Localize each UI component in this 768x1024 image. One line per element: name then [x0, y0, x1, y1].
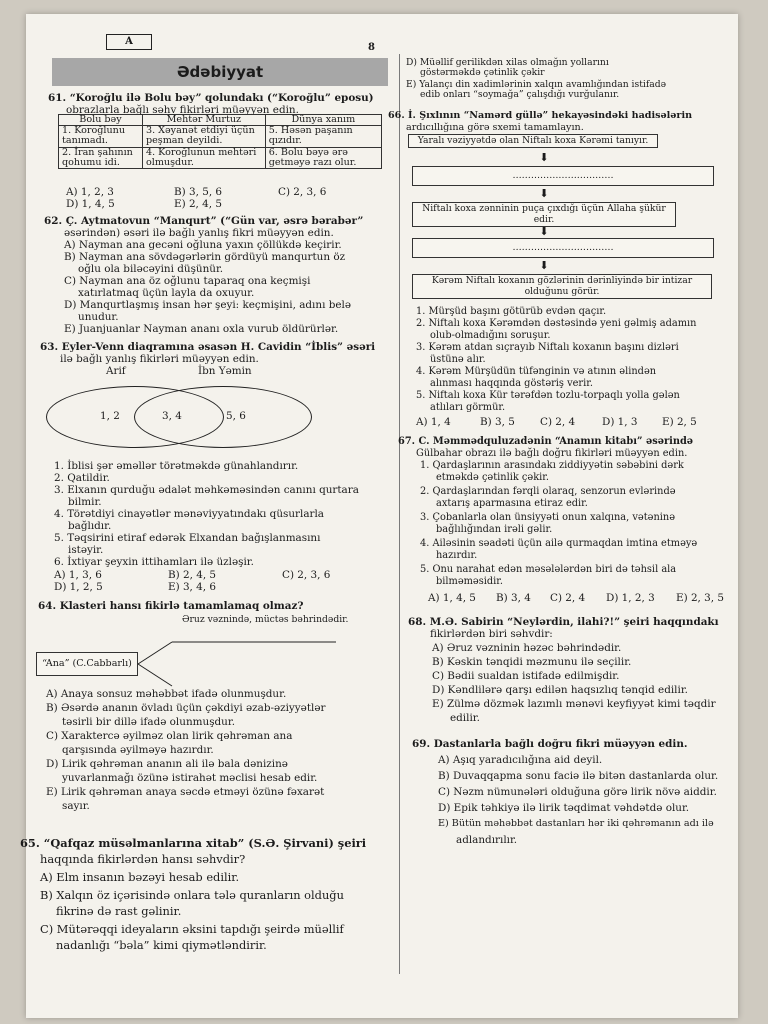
- answer-option[interactable]: B) Əsərdə ananın övladı üçün çəkdiyi əzab-əziyyətlər: [46, 702, 326, 714]
- answer-option[interactable]: B) 3, 5, 6: [174, 186, 223, 198]
- answer-option[interactable]: D) Müəllif gerilikdən xilas olmağın yollarını: [406, 57, 609, 68]
- statement: 4. Kərəm Mürşüdün tüfənginin və atının əlindən: [416, 366, 657, 377]
- table-cell: 1. Koroğlunu tanımadı.: [59, 126, 143, 147]
- question-text: 62. Ç. Aytmatovun “Manqurt” (“Gün var, əsrə bərabər”: [44, 215, 364, 227]
- table-header: Bolu bəy: [59, 115, 143, 126]
- answer-option-cont: nadanlığı “bəla” kimi qiymətləndirir.: [56, 938, 267, 952]
- answer-option[interactable]: E) 2, 5: [662, 416, 697, 428]
- answer-option[interactable]: A) 1, 3, 6: [54, 569, 102, 581]
- question-text: fikirlərdən biri səhvdir:: [430, 628, 553, 640]
- table-header: Mehtər Murtuz: [142, 115, 265, 126]
- page-number: 8: [368, 42, 375, 53]
- answer-option-cont: təsirli bir dillə ifadə olunmuşdur.: [62, 716, 235, 728]
- answer-option[interactable]: E) Bütün məhəbbət dastanları hər iki qəhrəmanın adı ilə: [438, 818, 714, 829]
- statement-cont: bilmir.: [68, 496, 102, 508]
- table-cell: 6. Bolu bəyə ərə getməyə razı olur.: [265, 147, 381, 168]
- statement-cont: olub-olmadığını soruşur.: [430, 330, 551, 341]
- statement-cont: atlıları görmür.: [430, 402, 506, 413]
- answer-option[interactable]: C) Nayman ana öz oğlunu taparaq ona keçmişi: [64, 275, 311, 287]
- statement: 5. Niftalı koxa Kür tərəfdən tozlu-torpaqlı yolla gələn: [416, 390, 680, 401]
- answer-option[interactable]: A) Anaya sonsuz məhəbbət ifadə olunmuşdur.: [46, 688, 287, 700]
- scheme-box-3: Niftalı koxa zənninin puça çıxdığı üçün Allaha şükür edir.: [412, 202, 676, 227]
- arrow-down-icon: ⬇: [539, 187, 549, 200]
- answer-option[interactable]: E) 2, 3, 5: [676, 592, 724, 604]
- answer-option-cont: oğlu ola biləcəyini düşünür.: [78, 263, 224, 275]
- variant-box: A: [106, 34, 152, 50]
- statement: 4. Ailəsinin səadəti üçün ailə qurmaqdan imtina etməyə: [420, 538, 698, 549]
- scheme-box-4[interactable]: ……………………………: [412, 238, 714, 258]
- answer-option[interactable]: B) Kəskin tənqidi məzmunu ilə seçilir.: [432, 656, 632, 668]
- answer-option[interactable]: D) Kəndlilərə qarşı edilən haqsızlıq tənqid edilir.: [432, 684, 688, 696]
- statement: 4. Törətdiyi cinayətlər mənəviyyatındakı qüsurlarla: [54, 508, 324, 520]
- question-text: 63. Eyler-Venn diaqramına əsasən H. Cavidin “İblis” əsəri: [40, 341, 376, 353]
- answer-option[interactable]: E) 2, 4, 5: [174, 198, 222, 210]
- statement-cont: hazırdır.: [436, 550, 478, 561]
- answer-option[interactable]: C) Mütərəqqi ideyaların əksini tapdığı şeirdə müəllif: [40, 922, 344, 936]
- table-cell: 5. Həsən paşanın qızıdır.: [265, 126, 381, 147]
- statement-cont: etməkdə çətinlik çəkir.: [436, 472, 549, 483]
- question-text: obrazlarla bağlı səhv fikirləri müəyyən edin.: [66, 104, 299, 116]
- answer-option[interactable]: A) Əruz vəzninin həzəc bəhrindədir.: [432, 642, 622, 654]
- answer-option-cont: yuvarlanmağı özünə istirahət məclisi hesab edir.: [62, 772, 318, 784]
- question-text: Gülbahar obrazı ilə bağlı doğru fikirləri müəyyən edin.: [416, 448, 688, 459]
- answer-option[interactable]: A) 1, 2, 3: [66, 186, 114, 198]
- answer-option[interactable]: E) Zülmə dözmək lazımlı mənəvi keyfiyyət kimi təqdir: [432, 698, 716, 710]
- answer-option-cont: xatırlatmaq üçün layla da oxuyur.: [78, 287, 255, 299]
- statement-cont: bağlıdır.: [68, 520, 112, 532]
- question-text: ilə bağlı yanlış fikirləri müəyyən edin.: [60, 353, 259, 365]
- question-text: haqqında fikirlərdən hansı səhvdir?: [40, 852, 246, 866]
- answer-option[interactable]: B) 2, 4, 5: [168, 569, 217, 581]
- question-text: əsərindən) əsəri ilə bağlı yanlış fikri müəyyən edin.: [64, 227, 334, 239]
- scheme-box-2[interactable]: ……………………………: [412, 166, 714, 186]
- answer-option[interactable]: C) 2, 4: [540, 416, 576, 428]
- answer-option[interactable]: D) 1, 4, 5: [66, 198, 115, 210]
- venn-region-right: 5, 6: [226, 410, 246, 422]
- arrow-down-icon: ⬇: [539, 151, 549, 164]
- answer-option[interactable]: D) 1, 3: [602, 416, 638, 428]
- statement: 5. Təqsirini etiraf edərək Elxandan bağışlanmasını: [54, 532, 321, 544]
- answer-option-cont: edilir.: [450, 712, 480, 724]
- question-text: ardıcıllığına görə sxemi tamamlayın.: [406, 122, 584, 133]
- statement-cont: bağlılığından irəli gəlir.: [436, 524, 553, 535]
- table-cell: 4. Koroğlunun mehtəri olmuşdur.: [142, 147, 265, 168]
- question-text: 66. İ. Şıxlının “Namərd güllə” hekayəsindəki hadisələrin: [388, 110, 693, 121]
- answer-option-cont: edib onları “soymağa” çalışdığı vurğulanır.: [420, 89, 620, 100]
- answer-option[interactable]: E) 3, 4, 6: [168, 581, 216, 593]
- answer-option[interactable]: D) Manqurtlaşmış insan hər şeyi: keçmişini, adını belə: [64, 299, 351, 311]
- answer-option-cont: göstərməkdə çətinlik çəkir: [420, 67, 545, 78]
- statement-cont: bilməməsidir.: [436, 576, 503, 587]
- statement-cont: istəyir.: [68, 544, 104, 556]
- question-text: 67. C. Məmmədquluzadənin “Anamın kitabı” əsərində: [398, 436, 694, 447]
- answer-option[interactable]: B) Xalqın öz içərisində onlara tələ quranların olduğu: [40, 888, 344, 902]
- answer-option[interactable]: D) Lirik qəhrəman ananın ali ilə bala dənizinə: [46, 758, 288, 770]
- answer-option-cont: qarşısında əyilməyə hazırdır.: [62, 744, 214, 756]
- venn-region-overlap: 3, 4: [162, 410, 182, 422]
- answer-option-cont: unudur.: [78, 311, 119, 323]
- answer-option[interactable]: E) Yalançı din xadimlərinin xalqın avamlığından istifadə: [406, 79, 667, 90]
- answer-option[interactable]: B) 3, 5: [480, 416, 515, 428]
- answer-option[interactable]: A) Aşıq yaradıcılığına aid deyil.: [438, 754, 603, 766]
- answer-option-cont: adlandırılır.: [456, 834, 518, 846]
- answer-option-cont: fikrinə də rast gəlinir.: [56, 904, 182, 918]
- statement: 2. Qardaşlarından fərqli olaraq, senzorun evlərində: [420, 486, 676, 497]
- answer-option[interactable]: D) Epik təhkiyə ilə lirik təqdimat vəhdətdə olur.: [438, 802, 690, 814]
- scheme-box-1: Yaralı vəziyyətdə olan Niftalı koxa Kərəmi tanıyır.: [408, 134, 658, 148]
- answer-option[interactable]: B) Duvaqqapma sonu faciə ilə bitən dastanlarda olur.: [438, 770, 719, 782]
- cluster-center-box: “Ana” (C.Cabbarlı): [36, 652, 138, 676]
- table-header: Dünya xanım: [265, 115, 381, 126]
- answer-option[interactable]: C) 2, 3, 6: [278, 186, 327, 198]
- statement-cont: üstünə alır.: [430, 354, 486, 365]
- question-text: 64. Klasteri hansı fikirlə tamamlamaq olmaz?: [38, 600, 304, 612]
- arrow-down-icon: ⬇: [539, 259, 549, 272]
- column-divider: [399, 54, 400, 974]
- answer-option[interactable]: A) Elm insanın bəzəyi hesab edilir.: [40, 870, 240, 884]
- scheme-box-5: Kərəm Niftalı koxanın gözlərinin dərinliyində bir intizar olduğunu görür.: [412, 274, 712, 299]
- question-text: 65. “Qafqaz müsəlmanlarına xitab” (S.Ə. Şirvani) şeiri: [20, 836, 367, 850]
- question-text: 61. “Koroğlu ilə Bolu bəy” qolundakı (“Koroğlu” eposu): [48, 92, 374, 104]
- exam-page: [20, 14, 738, 1018]
- statement: 1. İblisi şər əməllər törətməkdə günahlandırır.: [54, 460, 299, 472]
- statement: 1. Mürşüd başını götürüb evdən qaçır.: [416, 306, 607, 317]
- venn-label-left: Arif: [106, 365, 126, 377]
- answer-option-cont: sayır.: [62, 800, 90, 812]
- answer-option[interactable]: C) Bədii sualdan istifadə edilmişdir.: [432, 670, 620, 682]
- answer-option[interactable]: E) Juanjuanlar Nayman ananı oxla vurub öldürürlər.: [64, 323, 339, 335]
- venn-region-left: 1, 2: [100, 410, 120, 422]
- table-cell: 2. İran şahının qohumu idi.: [59, 147, 143, 168]
- statement: 6. İxtiyar şeyxin ittihamları ilə üzləşir.: [54, 556, 254, 568]
- statement: 2. Qatildir.: [54, 472, 110, 484]
- answer-option[interactable]: A) Nayman ana gecəni oğluna yaxın çöllükdə keçirir.: [64, 239, 342, 251]
- statement-cont: alınması haqqında göstəriş verir.: [430, 378, 593, 389]
- statement: 1. Qardaşlarının arasındakı ziddiyyətin səbəbini dərk: [420, 460, 684, 471]
- answer-option[interactable]: A) 1, 4: [416, 416, 451, 428]
- answer-option[interactable]: B) Nayman ana sövdəgərlərin gördüyü manqurtun öz: [64, 251, 346, 263]
- statement: 5. Onu narahat edən məsələlərdən biri də təhsil ala: [420, 564, 677, 575]
- question-text: 68. M.Ə. Sabirin “Neylərdin, ilahi?!” şeiri haqqındakı: [408, 616, 719, 628]
- statement-cont: axtarış aparmasına etiraz edir.: [436, 498, 588, 509]
- answer-option[interactable]: C) Xaraktercə əyilməz olan lirik qəhrəman ana: [46, 730, 293, 742]
- statement: 3. Elxanın qurduğu ədalət məhkəməsindən canını qurtara: [54, 484, 359, 496]
- arrow-down-icon: ⬇: [539, 225, 549, 238]
- answer-option[interactable]: C) 2, 3, 6: [282, 569, 331, 581]
- statement: 3. Kərəm atdan sıçrayıb Niftalı koxanın başını dizləri: [416, 342, 679, 353]
- answer-option[interactable]: C) Nəzm nümunələri olduğuna görə lirik növə aiddir.: [438, 786, 717, 798]
- statement: 2. Niftalı koxa Kərəmdən dəstəsində yeni gəlmiş adamın: [416, 318, 697, 329]
- answer-option[interactable]: B) 3, 4: [496, 592, 531, 604]
- subject-banner: Ədəbiyyat: [52, 58, 388, 86]
- answer-option[interactable]: A) 1, 4, 5: [428, 592, 476, 604]
- cluster-branch-label: Əruz vəznində, müctəs bəhrindədir.: [182, 614, 349, 625]
- answer-option[interactable]: C) 2, 4: [550, 592, 586, 604]
- question-text: 69. Dastanlarla bağlı doğru fikri müəyyən edin.: [412, 738, 688, 750]
- cluster-connector: [26, 14, 386, 694]
- answer-option[interactable]: E) Lirik qəhrəman anaya səcdə etməyi özünə fəxarət: [46, 786, 325, 798]
- answer-option[interactable]: D) 1, 2, 3: [606, 592, 655, 604]
- table-cell: 3. Xəyanət etdiyi üçün peşman deyildi.: [142, 126, 265, 147]
- answer-option[interactable]: D) 1, 2, 5: [54, 581, 103, 593]
- venn-label-right: İbn Yəmin: [198, 365, 252, 377]
- statement: 3. Çobanlarla olan ünsiyyəti onun xalqına, vətəninə: [420, 512, 675, 523]
